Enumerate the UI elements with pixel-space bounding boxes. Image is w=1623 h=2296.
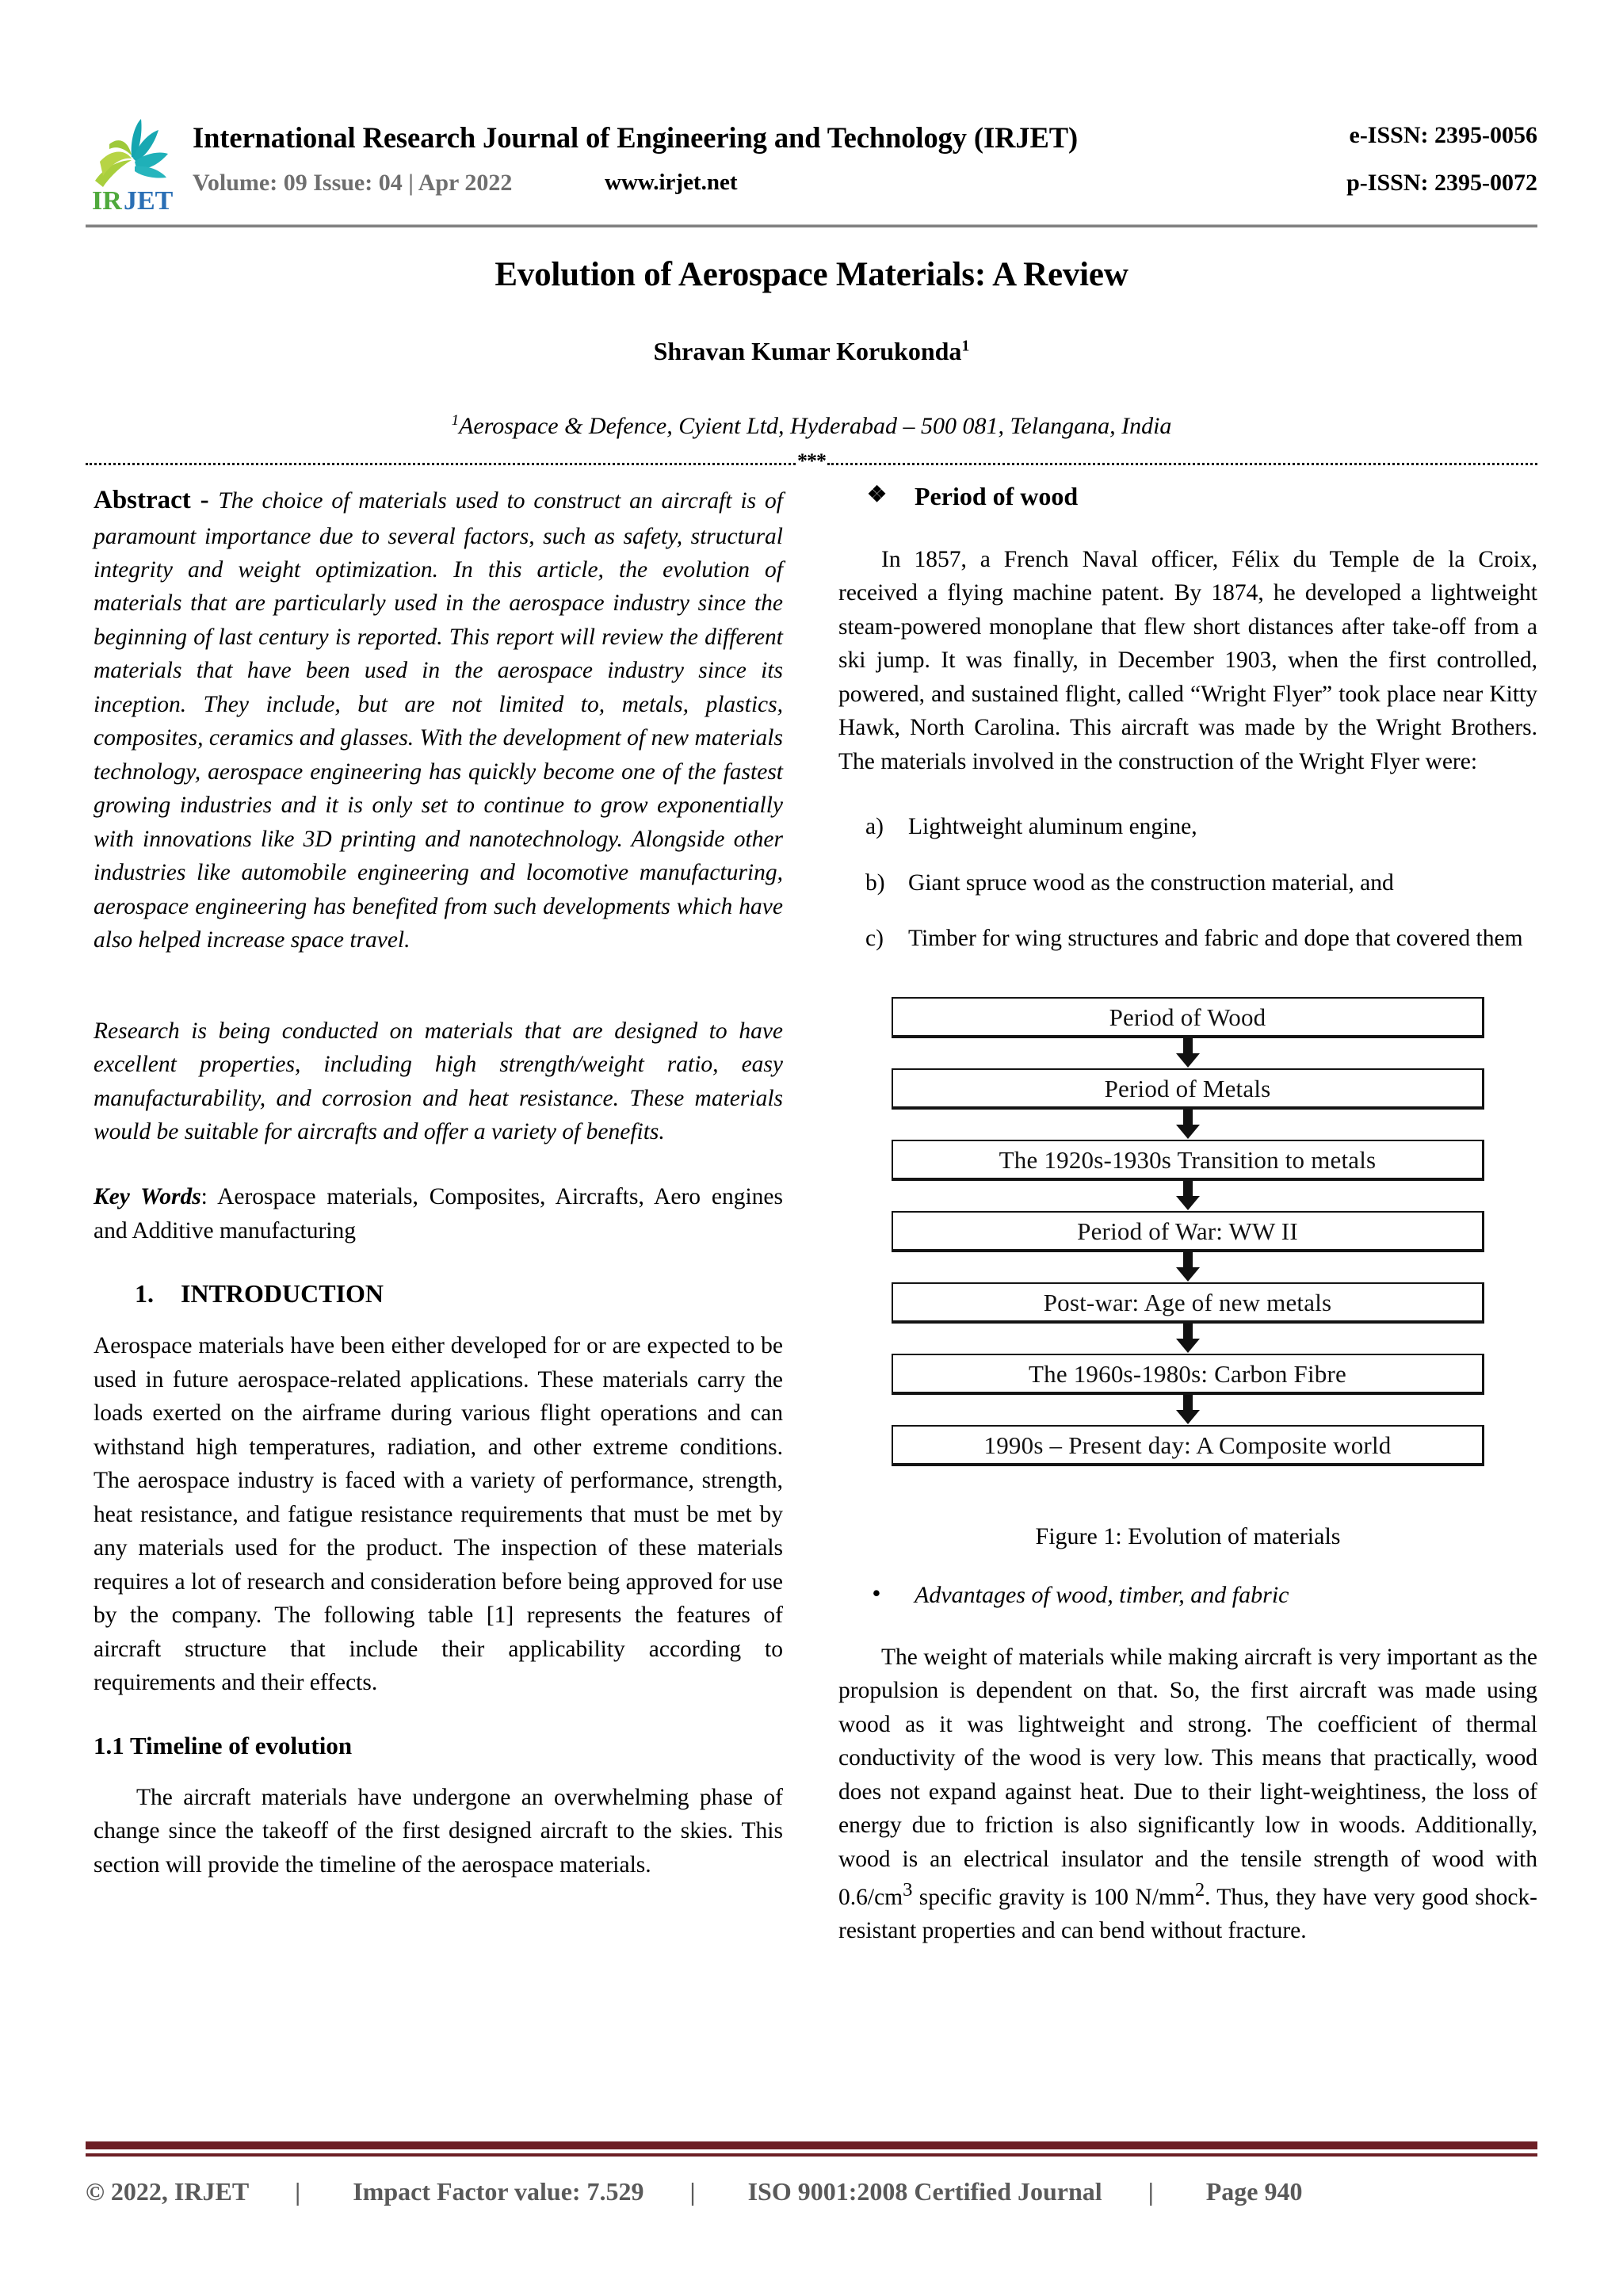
footer-impact-factor: Impact Factor value: 7.529 <box>353 2176 644 2206</box>
flow-arrow-down-icon <box>838 1324 1537 1354</box>
flow-node: Period of War: WW II <box>892 1211 1484 1252</box>
list-item <box>838 922 1537 955</box>
footer-iso-certification: ISO 9001:2008 Certified Journal <box>747 2176 1102 2206</box>
flow-arrow-down-icon <box>838 1110 1537 1140</box>
p-issn: p-ISSN: 2395-0072 <box>1346 170 1537 196</box>
keywords-text: : Aerospace materials, Composites, Aircrafts, Aero engines and Additive manufacturing <box>94 1184 783 1244</box>
spacer <box>94 1148 783 1180</box>
svg-text:IR: IR <box>92 186 122 214</box>
flow-arrow-down-icon <box>838 1252 1537 1282</box>
author-affiliation-marker: 1 <box>961 337 970 355</box>
spacer <box>838 1609 1537 1641</box>
flow-node: The 1960s-1980s: Carbon Fibre <box>892 1354 1484 1395</box>
section-number: 1. <box>135 1279 154 1308</box>
flow-node: Period of Wood <box>892 997 1484 1038</box>
spacer <box>838 1550 1537 1582</box>
title-separator <box>86 448 1537 475</box>
author-name: Shravan Kumar Korukonda <box>653 337 962 365</box>
list-item-text: Lightweight aluminum engine, <box>908 814 1197 840</box>
section-title: INTRODUCTION <box>181 1279 384 1308</box>
spacer <box>838 511 1537 543</box>
heading-text: Advantages of wood, timber, and fabric <box>915 1581 1289 1608</box>
right-column <box>838 482 1537 1948</box>
flow-arrow-down-icon <box>838 1395 1537 1425</box>
figure-caption: Figure 1: Evolution of materials <box>1035 1522 1341 1549</box>
spacer <box>94 1247 783 1279</box>
irjet-logo-svg <box>86 111 178 214</box>
spacer <box>94 957 783 1014</box>
journal-title: International Research Journal of Engineering and Technology (IRJET) <box>193 121 1079 154</box>
timeline-paragraph: The aircraft materials have undergone an overwhelming phase of change since the takeoff of the first designed aircraft to the skies. This section will provide the timeline of the aerospace materials. <box>94 1784 783 1878</box>
keywords-paragraph <box>94 1180 783 1247</box>
list-item-label: c) <box>865 926 884 952</box>
flow-arrow-down-icon <box>838 1038 1537 1068</box>
list-item-label: b) <box>865 869 885 896</box>
list-item-text: Timber for wing structures and fabric and dope that covered them <box>908 926 1523 952</box>
spacer <box>838 778 1537 810</box>
journal-website[interactable]: www.irjet.net <box>605 170 738 195</box>
footer-page-number: Page 940 <box>1205 2176 1303 2206</box>
volume-issue-date: Volume: 09 Issue: 04 | Apr 2022 <box>193 170 513 196</box>
evolution-flowchart <box>838 989 1537 1466</box>
flow-node: Post-war: Age of new metals <box>892 1282 1484 1324</box>
heading-text: Period of wood <box>915 482 1079 510</box>
journal-header <box>86 111 1537 214</box>
advantages-text-part1: The weight of materials while making aircraft is very important as the propulsion is dependent on that. So, the first aircraft was made using wood as it was lightweight and strong. The coefficient of thermal conductivity of the wood is very low. This means that practically, wood does not expand against heat. Due to their light-weightiness, the loss of energy due to friction is also significantly low in woods. Additionally, wood is an electrical insulator and the tensile strength of wood with 0.6/cm <box>838 1644 1537 1910</box>
abstract-text: The choice of materials used to construct an aircraft is of paramount importance due to several factors, such as safety, structural integrity and weight optimization. In this article, the evolution of materials that are particularly used in the aerospace industry since the beginning of last century is reported. This report will review the different materials that have been used in the aerospace industry since its inception. They include, but are not limited to, metals, plastics, composites, ceramics and glasses. With the development of new materials technology, aerospace engineering has quickly become one of the fastest growing industries and it is only set to continue to grow exponentially with innovations like 3D printing and nanotechnology. Alongside other industries like automobile engineering and locomotive manufacturing, aerospace engineering has benefited from such developments which have also helped increase space travel. <box>94 488 783 953</box>
spacer <box>838 1466 1537 1523</box>
spacer <box>838 978 1537 989</box>
affiliation-text: Aerospace & Defence, Cyient Ltd, Hyderabad – 500 081, Telangana, India <box>459 413 1172 439</box>
irjet-logo <box>86 111 178 214</box>
left-column <box>94 482 783 1881</box>
research-paragraph: Research is being conducted on materials that are designed to have excellent properties, including high strength/weight ratio, easy manufacturability, and corrosion and heat resistance. These materials would be suitable for aircrafts and offer a variety of benefits. <box>94 1018 783 1145</box>
list-item <box>838 810 1537 843</box>
heading-advantages-of-wood <box>838 1578 1537 1609</box>
advantages-text-part2: specific gravity is 100 N/mm <box>912 1884 1195 1910</box>
bullet-dot-icon: • <box>872 1578 881 1607</box>
abstract-paragraph <box>94 482 783 957</box>
keywords-label: Key Words <box>94 1184 201 1210</box>
introduction-paragraph: Aerospace materials have been either developed for or are expected to be used in future aerospace-related applications. These materials carry the loads exerted on the airframe during various flight operations and can withstand high temperatures, radiation, and other extreme conditions. The aerospace industry is faced with a variety of performance, strength, heat resistance, and fatigue resistance requirements that must be met by any materials used for the product. The inspection of these materials requires a lot of research and consideration before being approved for use by the company. The following table [1] represents the features of aircraft structure that include their applicability according to requirements and their effects. <box>94 1333 783 1696</box>
footer-separator: | <box>1148 2176 1154 2206</box>
separator-dash-right <box>827 463 1537 465</box>
flow-node: Period of Metals <box>892 1068 1484 1110</box>
page-title: Evolution of Aerospace Materials: A Review <box>495 256 1128 293</box>
spacer <box>94 1700 783 1732</box>
advantages-text-part3: . Thus, they have very good shock-resistant properties and can bend without fracture. <box>838 1884 1537 1944</box>
separator-dash-left <box>86 463 796 465</box>
header-divider <box>86 224 1537 227</box>
e-issn: e-ISSN: 2395-0056 <box>1349 122 1537 148</box>
superscript-three: 3 <box>903 1878 913 1901</box>
affiliation-marker: 1 <box>451 412 460 429</box>
page-footer <box>86 2168 1537 2215</box>
header-title-block <box>193 111 1342 214</box>
footer-separator: | <box>295 2176 301 2206</box>
list-item <box>838 866 1537 900</box>
spacer <box>94 1760 783 1781</box>
footer-copyright: © 2022, IRJET <box>86 2176 250 2206</box>
footer-rule-thin <box>86 2153 1537 2157</box>
diamond-bullet-icon: ❖ <box>867 483 888 507</box>
wright-flyer-materials-list <box>838 810 1537 955</box>
subsection-heading-timeline: 1.1 Timeline of evolution <box>94 1731 353 1759</box>
svg-text:JET: JET <box>124 186 174 214</box>
author-line <box>86 337 1537 366</box>
spacer <box>94 1308 783 1329</box>
advantages-paragraph <box>838 1641 1537 1948</box>
superscript-two: 2 <box>1194 1878 1205 1901</box>
affiliation-line <box>86 412 1537 440</box>
separator-stars: *** <box>797 449 826 472</box>
list-item-text: Giant spruce wood as the construction material, and <box>908 869 1394 896</box>
wood-history-paragraph: In 1857, a French Naval officer, Félix du Temple de la Croix, received a flying machine patent. By 1874, he developed a lightweight steam-powered monoplane that flew short distances after take-off from a ski jump. It was finally, in December 1903, when the first controlled, powered, and sustained flight, called “Wright Flyer” took place near Kitty Hawk, North Carolina. This aircraft was made by the Wright Brothers. The materials involved in the construction of the Wright Flyer were: <box>838 547 1537 774</box>
section-heading-introduction <box>94 1279 783 1308</box>
abstract-label: Abstract - <box>94 486 219 514</box>
flow-node: 1990s – Present day: A Composite world <box>892 1425 1484 1466</box>
list-item-label: a) <box>865 814 884 840</box>
flow-node: The 1920s-1930s Transition to metals <box>892 1140 1484 1181</box>
flow-arrow-down-icon <box>838 1181 1537 1211</box>
footer-rule-thick <box>86 2141 1537 2149</box>
footer-separator: | <box>689 2176 696 2206</box>
heading-period-of-wood <box>838 482 1537 511</box>
